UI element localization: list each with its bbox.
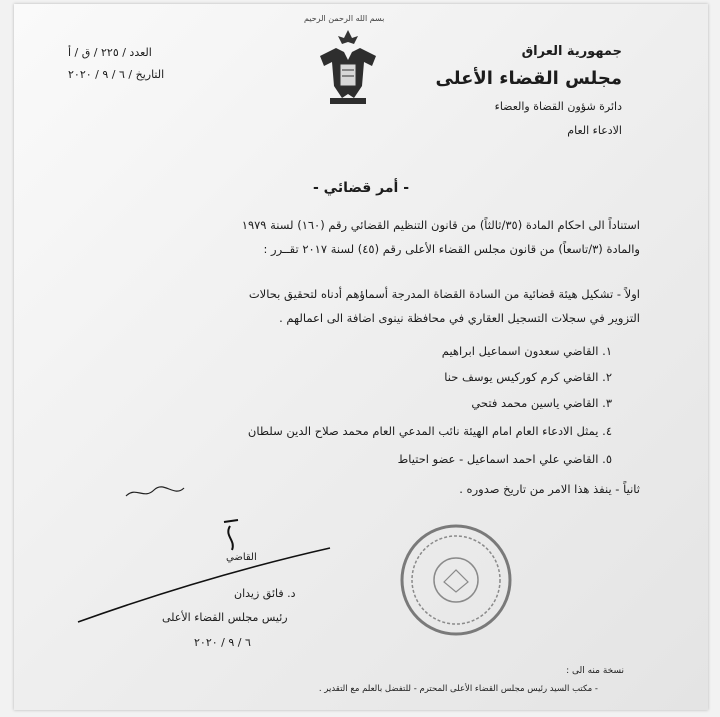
signature-date: ٦ / ٩ / ٢٠٢٠ [194, 636, 251, 649]
list-item: ٢. القاضي كرم كوركيس يوسف حنا [444, 370, 612, 384]
list-item: ٥. القاضي علي احمد اسماعيل - عضو احتياط [397, 452, 612, 466]
copies-heading: نسخة منه الى : [566, 666, 624, 676]
basmala: بسم الله الرحمن الرحيم [304, 14, 385, 23]
country-name: جمهورية العراق [521, 44, 622, 59]
legal-basis-line-1: استناداً الى احكام المادة (٣٥/ثالثاً) من قانون التنظيم القضائي رقم (١٦٠) لسنة ١٩٧٩ [241, 218, 640, 232]
copies-line: - مكتب السيد رئيس مجلس القضاء الأعلى المحترم - للتفضل بالعلم مع التقدير . [318, 684, 598, 694]
first-clause-line-1: اولاً - تشكيل هيئة قضائية من السادة القضاة المدرجة أسماؤهم أدناه لتحقيق بحالات [248, 287, 640, 301]
list-item: ٤. يمثل الادعاء العام امام الهيئة نائب المدعي العام محمد صلاح الدين سلطان [247, 424, 612, 438]
second-clause: ثانياً - ينفذ هذا الامر من تاريخ صدوره . [459, 482, 640, 496]
court-order-document [14, 4, 708, 710]
list-item: ٣. القاضي ياسين محمد فتحي [471, 396, 612, 410]
department-name: دائرة شؤون القضاة والعضاء [494, 100, 622, 113]
handwritten-mark-icon [122, 482, 188, 504]
signatory-role: رئيس مجلس القضاء الأعلى [162, 611, 288, 624]
first-clause-line-2: التزوير في سجلات التسجيل العقاري في محافظة نينوى اضافة الى اعمالهم . [279, 311, 640, 325]
legal-basis-line-2: والمادة (٣/تاسعاً) من قانون مجلس القضاء الأعلى رقم (٤٥) لسنة ٢٠١٧ تقــرر : [263, 242, 640, 256]
official-seal-stamp-icon [398, 522, 514, 638]
reference-number: العدد / ٢٢٥ / ق / أ [68, 46, 152, 59]
reference-date: التاريخ / ٦ / ٩ / ٢٠٢٠ [68, 68, 165, 81]
signatory-name: د. فائق زيدان [234, 587, 296, 600]
list-item: ١. القاضي سعدون اسماعيل ابراهيم [441, 344, 612, 358]
division-name: الادعاء العام [567, 124, 622, 137]
signatory-title: القاضي [226, 552, 257, 563]
order-title: - أمر قضائي - [312, 180, 410, 196]
iraq-eagle-emblem-icon [314, 26, 382, 108]
council-name: مجلس القضاء الأعلى [435, 68, 622, 89]
